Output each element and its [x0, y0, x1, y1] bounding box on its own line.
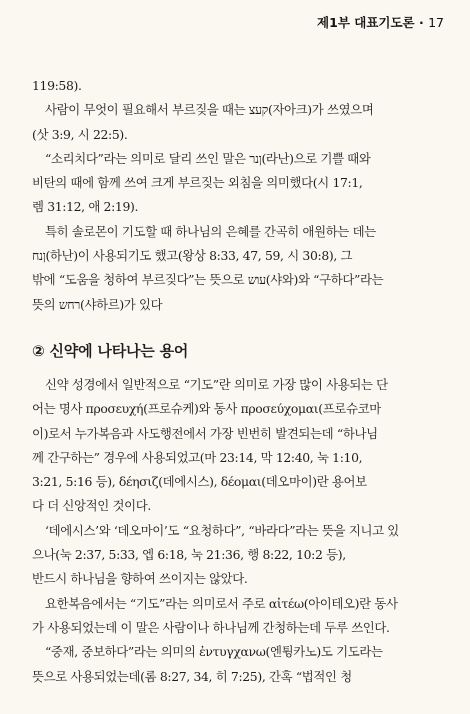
text-line: 뜻의 רחש(샤하르)가 있다: [32, 296, 163, 312]
text-line: “중재, 중보하다”라는 의미의 ἐντυγχανω(엔튕카노)도 기도라는: [45, 644, 383, 660]
text-line: 밖에 “도움을 청하여 부르짖다”는 뜻으로 עוש(샤와)와 “구하다”라는: [32, 272, 384, 288]
text-line: “소리치다”라는 의미로 달리 쓰인 말은 ןנר(라난)으로 기쁠 때와: [45, 150, 371, 166]
text-line: 어는 명사 προσευχή(프로슈케)와 동사 προσεύχομαι(프로슈코마: [32, 401, 381, 417]
text-line: ןנח(하난)이 사용되기도 했고(왕상 8:33, 47, 59, 시 30:8), 그: [32, 248, 353, 264]
text-line: 요한복음에서는 “기도”라는 의미로서 주로 αἰτέω(아이테오)란 동사: [45, 595, 398, 611]
section-heading: ② 신약에 나타나는 용어: [32, 341, 189, 360]
header-title: 제1부 대표기도론: [317, 15, 415, 30]
text-line: 반드시 하나님을 향하여 쓰이지는 않았다.: [32, 571, 248, 587]
text-line: 뜻으로 사용되었는데(롬 8:27, 34, 히 7:25), 간혹 “법적인 청: [32, 668, 352, 684]
text-line: 이)로서 누가복음과 사도행전에서 가장 빈번히 발견되는데 “하나님: [32, 425, 378, 441]
text-line: 다 더 신앙적인 것이다.: [32, 498, 151, 514]
running-header: [317, 13, 444, 31]
text-line: (삿 3:9, 시 22:5).: [32, 126, 128, 142]
page-number: 17: [428, 15, 444, 30]
text-line: 119:58).: [32, 78, 82, 93]
text-line: 으나(눅 2:37, 5:33, 엡 6:18, 눅 21:36, 행 8:22, 10:2 등),: [32, 547, 346, 563]
text-line: 사람이 무엇이 필요해서 부르짖을 때는 קעצ(자아크)가 쓰였으며: [45, 102, 374, 118]
text-line: 3:21, 5:16 등), δέησιζ(데에시스), δέομαι(데오마이)란 용어보: [32, 474, 367, 490]
text-line: ‘데에시스’와 ‘데오마이’도 “요청하다”, “바라다”라는 뜻을 지니고 있: [45, 522, 399, 538]
header-separator: ·: [418, 15, 424, 30]
text-line: 가 사용되었는데 이 말은 사람이나 하나님께 간청하는데 두루 쓰인다.: [32, 619, 390, 635]
page-body: [32, 74, 442, 689]
text-line: 신약 성경에서 일반적으로 “기도”란 의미로 가장 많이 사용되는 단: [45, 376, 388, 392]
text-line: 렘 31:12, 애 2:19).: [32, 199, 139, 215]
text-line: 비탄의 때에 함께 쓰여 크게 부르짖는 외침을 의미했다(시 17:1,: [32, 175, 363, 191]
text-line: 특히 솔로몬이 기도할 때 하나님의 은혜를 간곡히 애원하는 데는: [45, 223, 376, 239]
text-line: 께 간구하는” 경우에 사용되었고(마 23:14, 막 12:40, 눅 1:10,: [32, 449, 363, 465]
